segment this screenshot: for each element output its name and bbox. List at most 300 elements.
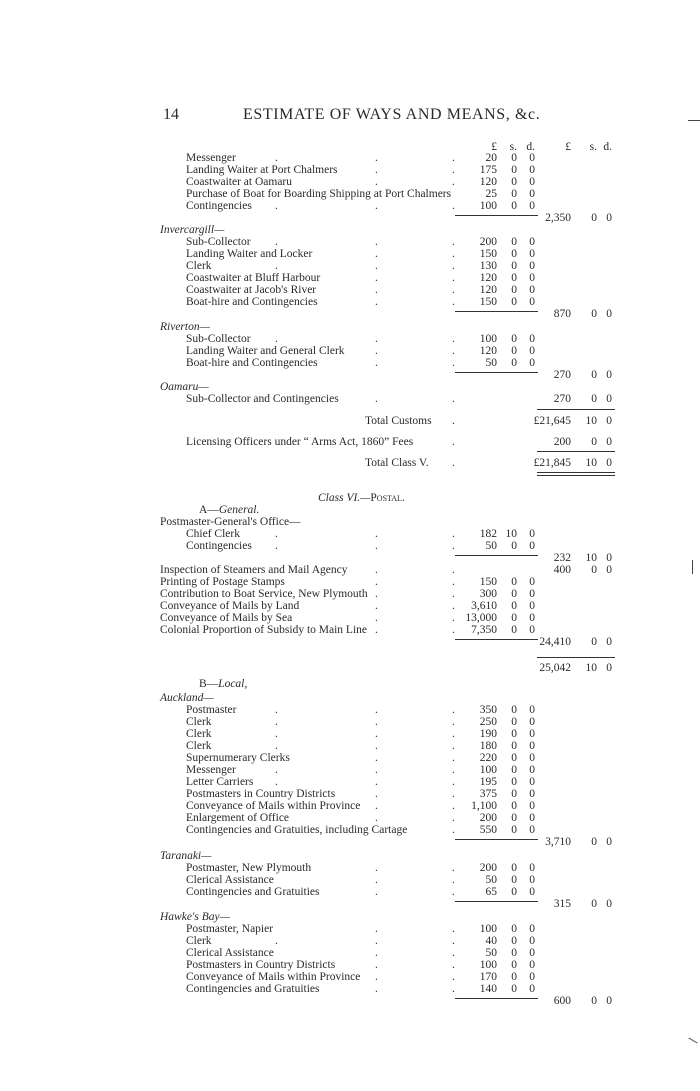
amount-shillings: 10 — [585, 415, 597, 427]
col1-pounds-header: £ — [491, 141, 497, 153]
line-item-label: Contingencies — [186, 200, 252, 212]
leader-dot: . — [375, 576, 378, 588]
line-item-label: Conveyance of Mails by Land — [160, 600, 300, 612]
leader-dot: . — [275, 540, 278, 552]
amount-pounds: 7,350 — [471, 624, 497, 636]
amount-shillings: 0 — [511, 576, 517, 588]
leader-dot: . — [375, 612, 378, 624]
amount-pounds: 2,350 — [545, 212, 571, 224]
leader-dot: . — [375, 728, 378, 740]
amount-pounds: 25,042 — [539, 662, 571, 674]
amount-shillings: 0 — [511, 776, 517, 788]
leader-dot: . — [375, 200, 378, 212]
amount-shillings: 0 — [511, 188, 517, 200]
leader-dot: . — [452, 788, 455, 800]
leader-dot: . — [452, 200, 455, 212]
amount-pounds: 50 — [485, 874, 497, 886]
amount-pounds: 175 — [479, 164, 497, 176]
amount-pence: 0 — [529, 983, 535, 995]
leader-dot: . — [375, 752, 378, 764]
amount-pence: 0 — [529, 788, 535, 800]
amount-pounds: 200 — [479, 236, 497, 248]
leader-dot: . — [275, 716, 278, 728]
amount-shillings: 0 — [511, 600, 517, 612]
amount-pounds: 50 — [485, 947, 497, 959]
amount-pounds: 195 — [479, 776, 497, 788]
leader-dot: . — [452, 393, 455, 405]
amount-pounds: 20 — [485, 152, 497, 164]
leader-dot: . — [375, 776, 378, 788]
leader-dot: . — [375, 959, 378, 971]
line-item-label: Boat-hire and Contingencies — [186, 296, 318, 308]
amount-pounds: 13,000 — [465, 612, 497, 624]
amount-shillings: 0 — [511, 284, 517, 296]
amount-pounds: 1,100 — [471, 800, 497, 812]
line-item-label: Postmaster, New Plymouth — [186, 862, 312, 874]
double-rule — [537, 472, 615, 473]
leader-dot: . — [452, 600, 455, 612]
amount-pence: 0 — [529, 284, 535, 296]
amount-pounds: 170 — [479, 971, 497, 983]
leader-dot: . — [375, 800, 378, 812]
amount-pounds: 130 — [479, 260, 497, 272]
line-item-label: Licensing Officers under “ Arms Act, 1860” Fees — [186, 436, 414, 448]
amount-shillings: 0 — [511, 357, 517, 369]
amount-pence: 0 — [529, 728, 535, 740]
amount-pence: 0 — [529, 716, 535, 728]
amount-pence: 0 — [529, 176, 535, 188]
amount-pence: 0 — [529, 345, 535, 357]
leader-dot: . — [452, 612, 455, 624]
leader-dot: . — [375, 935, 378, 947]
leader-dot: . — [275, 200, 278, 212]
subtotal-rule — [455, 372, 538, 373]
amount-shillings: 0 — [511, 800, 517, 812]
amount-pence: 0 — [529, 971, 535, 983]
amount-shillings: 0 — [511, 333, 517, 345]
line-item-label: Coastwaiter at Oamaru — [186, 176, 293, 188]
leader-dot: . — [375, 164, 378, 176]
leader-dot: . — [452, 540, 455, 552]
line-item-label: Conveyance of Mails within Province — [186, 800, 361, 812]
leader-dot: . — [375, 812, 378, 824]
amount-pounds: 375 — [479, 788, 497, 800]
leader-dot: . — [375, 971, 378, 983]
section-title — [318, 492, 405, 504]
subtotal-rule — [455, 901, 538, 902]
leader-dot: . — [452, 740, 455, 752]
line-item-label: Clerk — [186, 740, 212, 752]
leader-dot: . — [452, 528, 455, 540]
leader-dot: . — [452, 704, 455, 716]
amount-pence: 0 — [529, 862, 535, 874]
amount-shillings: 10 — [585, 457, 597, 469]
leader-dot: . — [375, 983, 378, 995]
amount-pounds: 232 — [553, 552, 571, 564]
amount-shillings: 0 — [511, 728, 517, 740]
amount-shillings: 0 — [511, 935, 517, 947]
page-number: 14 — [163, 106, 179, 123]
amount-shillings: 0 — [591, 898, 597, 910]
amount-pounds: 150 — [479, 248, 497, 260]
amount-shillings: 0 — [511, 862, 517, 874]
subtotal-rule — [455, 839, 538, 840]
amount-pence: 0 — [606, 415, 612, 427]
amount-pence: 0 — [529, 752, 535, 764]
leader-dot: . — [452, 776, 455, 788]
amount-shillings: 0 — [511, 272, 517, 284]
amount-pounds: £21,645 — [533, 415, 571, 427]
amount-pence: 0 — [606, 457, 612, 469]
leader-dot: . — [452, 248, 455, 260]
leader-dot: . — [452, 272, 455, 284]
amount-pence: 0 — [529, 935, 535, 947]
total-label: Total Customs — [365, 415, 432, 427]
amount-shillings: 0 — [511, 764, 517, 776]
district-heading: Oamaru— — [160, 381, 209, 393]
amount-pounds: 50 — [485, 357, 497, 369]
amount-shillings: 0 — [511, 947, 517, 959]
leader-dot: . — [275, 935, 278, 947]
line-item-label: Contingencies and Gratuities, including Cartage — [186, 824, 408, 836]
amount-pence: 0 — [529, 260, 535, 272]
amount-pence: 0 — [606, 552, 612, 564]
amount-shillings: 0 — [511, 588, 517, 600]
leader-dot: . — [275, 764, 278, 776]
amount-shillings: 0 — [511, 740, 517, 752]
line-item-label: Letter Carriers — [186, 776, 254, 788]
amount-pounds: 100 — [479, 923, 497, 935]
amount-shillings: 0 — [511, 923, 517, 935]
amount-pence: 0 — [529, 357, 535, 369]
amount-pence: 0 — [529, 272, 535, 284]
leader-dot: . — [375, 947, 378, 959]
leader-dot: . — [452, 357, 455, 369]
amount-pounds: 250 — [479, 716, 497, 728]
amount-pounds: 140 — [479, 983, 497, 995]
line-item-label: Clerk — [186, 716, 212, 728]
amount-shillings: 0 — [511, 971, 517, 983]
amount-pence: 0 — [529, 764, 535, 776]
amount-pounds: 100 — [479, 764, 497, 776]
amount-pounds: 25 — [485, 188, 497, 200]
amount-pounds: 150 — [479, 576, 497, 588]
amount-pence: 0 — [529, 740, 535, 752]
amount-pounds: 300 — [479, 588, 497, 600]
amount-shillings: 0 — [511, 752, 517, 764]
amount-pence: 0 — [606, 662, 612, 674]
leader-dot: . — [275, 236, 278, 248]
amount-pounds: 3,610 — [471, 600, 497, 612]
leader-dot: . — [375, 272, 378, 284]
amount-pounds: 100 — [479, 200, 497, 212]
line-item-label: Colonial Proportion of Subsidy to Main Line — [160, 624, 367, 636]
col2-pence-header: d. — [603, 141, 612, 153]
amount-pence: 0 — [529, 200, 535, 212]
leader-dot: . — [375, 874, 378, 886]
amount-shillings: 0 — [511, 200, 517, 212]
leader-dot: . — [375, 393, 378, 405]
leader-dot: . — [375, 296, 378, 308]
leader-dot: . — [375, 716, 378, 728]
amount-pence: 0 — [529, 776, 535, 788]
line-item-label: Clerk — [186, 728, 212, 740]
leader-dot: . — [452, 457, 455, 469]
leader-dot: . — [452, 971, 455, 983]
line-item-label: Conveyance of Mails within Province — [186, 971, 361, 983]
amount-pence: 0 — [606, 212, 612, 224]
leader-dot: . — [452, 716, 455, 728]
line-item-label: Postmaster — [186, 704, 237, 716]
line-item-label: Landing Waiter and Locker — [186, 248, 313, 260]
subtotal-rule — [455, 215, 538, 216]
amount-pence: 0 — [529, 800, 535, 812]
leader-dot: . — [452, 728, 455, 740]
amount-shillings: 0 — [511, 788, 517, 800]
line-item-label: Contingencies and Gratuities — [186, 886, 320, 898]
amount-pence: 0 — [529, 188, 535, 200]
margin-mark — [688, 1038, 697, 1044]
amount-pounds: 315 — [553, 898, 571, 910]
amount-pounds: 550 — [479, 824, 497, 836]
leader-dot: . — [375, 740, 378, 752]
leader-dot: . — [275, 152, 278, 164]
line-item-label: Chief Clerk — [186, 528, 240, 540]
section-name: Postal. — [370, 492, 405, 504]
line-item-label: Boat-hire and Contingencies — [186, 357, 318, 369]
leader-dot: . — [375, 886, 378, 898]
amount-pence: 0 — [529, 588, 535, 600]
line-item-label: Messenger — [186, 764, 236, 776]
line-item-label: Sub-Collector and Contingencies — [186, 393, 339, 405]
office-heading: Postmaster-General's Office— — [160, 516, 301, 528]
amount-shillings: 0 — [591, 836, 597, 848]
amount-shillings: 0 — [591, 393, 597, 405]
amount-pounds: 180 — [479, 740, 497, 752]
leader-dot: . — [275, 260, 278, 272]
amount-pounds: 24,410 — [539, 636, 571, 648]
leader-dot: . — [452, 436, 455, 448]
leader-dot: . — [452, 752, 455, 764]
amount-pence: 0 — [606, 308, 612, 320]
line-item-label: Postmasters in Country Districts — [186, 959, 336, 971]
double-rule — [537, 475, 615, 476]
line-item-label: Contingencies — [186, 540, 252, 552]
amount-pence: 0 — [529, 236, 535, 248]
amount-pence: 0 — [529, 947, 535, 959]
amount-pounds: 270 — [553, 393, 571, 405]
leader-dot: . — [452, 923, 455, 935]
leader-dot: . — [452, 824, 455, 836]
line-item-label: Postmasters in Country Districts — [186, 788, 336, 800]
amount-pence: 0 — [529, 296, 535, 308]
line-item-label: Clerk — [186, 935, 212, 947]
leader-dot: . — [452, 152, 455, 164]
amount-pounds: 100 — [479, 959, 497, 971]
leader-dot: . — [375, 624, 378, 636]
amount-shillings: 0 — [511, 345, 517, 357]
subtotal-rule — [455, 311, 538, 312]
leader-dot: . — [375, 588, 378, 600]
amount-shillings: 0 — [591, 636, 597, 648]
amount-pounds: 120 — [479, 176, 497, 188]
amount-pence: 0 — [529, 886, 535, 898]
section-class: Class VI.— — [318, 492, 371, 504]
amount-pence: 0 — [529, 164, 535, 176]
amount-shillings: 0 — [511, 959, 517, 971]
leader-dot: . — [452, 236, 455, 248]
amount-pence: 0 — [606, 436, 612, 448]
leader-dot: . — [452, 983, 455, 995]
amount-pounds: 65 — [485, 886, 497, 898]
leader-dot: . — [452, 862, 455, 874]
amount-shillings: 0 — [511, 260, 517, 272]
leader-dot: . — [375, 788, 378, 800]
amount-pounds: 870 — [553, 308, 571, 320]
amount-pence: 0 — [529, 152, 535, 164]
amount-pounds: 200 — [479, 862, 497, 874]
amount-pence: 0 — [529, 333, 535, 345]
leader-dot: . — [452, 812, 455, 824]
amount-pence: 0 — [606, 564, 612, 576]
amount-pence: 0 — [529, 576, 535, 588]
district-heading: Auckland— — [160, 692, 214, 704]
district-heading: Riverton— — [160, 321, 210, 333]
subtotal-rule — [455, 639, 538, 640]
subtotal-rule — [455, 998, 538, 999]
line-item-label: Printing of Postage Stamps — [160, 576, 285, 588]
margin-mark — [692, 560, 693, 574]
amount-shillings: 10 — [585, 552, 597, 564]
amount-pounds: 182 — [479, 528, 497, 540]
line-item-label: Enlargement of Office — [186, 812, 290, 824]
subsection-letter: B— — [199, 678, 219, 690]
amount-pence: 0 — [529, 624, 535, 636]
line-item-label: Purchase of Boat for Boarding Shipping at Port Chalmers — [186, 188, 452, 200]
leader-dot: . — [375, 236, 378, 248]
amount-pence: 0 — [529, 612, 535, 624]
line-item-label: Contribution to Boat Service, New Plymouth — [160, 588, 368, 600]
amount-shillings: 0 — [511, 716, 517, 728]
col1-pence-header: d. — [526, 141, 535, 153]
amount-shillings: 0 — [511, 624, 517, 636]
total-label: Total Class V. — [365, 457, 429, 469]
leader-dot: . — [375, 600, 378, 612]
district-heading: Taranaki— — [160, 850, 212, 862]
amount-pence: 0 — [529, 959, 535, 971]
amount-shillings: 0 — [511, 704, 517, 716]
amount-pounds: 50 — [485, 540, 497, 552]
amount-pounds: 350 — [479, 704, 497, 716]
amount-pounds: 200 — [479, 812, 497, 824]
amount-pounds: 600 — [553, 995, 571, 1007]
amount-shillings: 0 — [591, 369, 597, 381]
amount-pounds: 3,710 — [545, 836, 571, 848]
amount-pence: 0 — [529, 704, 535, 716]
leader-dot: . — [375, 333, 378, 345]
amount-shillings: 0 — [591, 212, 597, 224]
leader-dot: . — [452, 333, 455, 345]
amount-pounds: 150 — [479, 296, 497, 308]
amount-pence: 0 — [529, 600, 535, 612]
leader-dot: . — [375, 345, 378, 357]
leader-dot: . — [452, 588, 455, 600]
col2-pounds-header: £ — [565, 141, 571, 153]
amount-pounds: 200 — [553, 436, 571, 448]
leader-dot: . — [275, 333, 278, 345]
subsection-name: Local, — [218, 678, 248, 690]
leader-dot: . — [452, 935, 455, 947]
amount-shillings: 0 — [591, 308, 597, 320]
amount-pence: 0 — [529, 528, 535, 540]
leader-dot: . — [375, 248, 378, 260]
leader-dot: . — [375, 528, 378, 540]
total-rule — [537, 451, 615, 452]
leader-dot: . — [375, 152, 378, 164]
amount-pence: 0 — [606, 836, 612, 848]
line-item-label: Landing Waiter at Port Chalmers — [186, 164, 338, 176]
leader-dot: . — [275, 776, 278, 788]
amount-pounds: 220 — [479, 752, 497, 764]
amount-pence: 0 — [529, 824, 535, 836]
leader-dot: . — [275, 728, 278, 740]
total-rule — [537, 657, 615, 658]
amount-shillings: 0 — [511, 540, 517, 552]
amount-shillings: 0 — [511, 824, 517, 836]
amount-shillings: 0 — [591, 436, 597, 448]
leader-dot: . — [452, 874, 455, 886]
amount-shillings: 0 — [511, 248, 517, 260]
amount-pounds: 400 — [553, 564, 571, 576]
leader-dot: . — [452, 764, 455, 776]
line-item-label: Contingencies and Gratuities — [186, 983, 320, 995]
amount-shillings: 0 — [511, 983, 517, 995]
amount-shillings: 0 — [511, 812, 517, 824]
leader-dot: . — [375, 540, 378, 552]
leader-dot: . — [275, 704, 278, 716]
leader-dot: . — [375, 260, 378, 272]
line-item-label: Conveyance of Mails by Sea — [160, 612, 293, 624]
leader-dot: . — [452, 296, 455, 308]
leader-dot: . — [452, 947, 455, 959]
leader-dot: . — [452, 284, 455, 296]
line-item-label: Clerical Assistance — [186, 874, 274, 886]
amount-shillings: 0 — [511, 612, 517, 624]
leader-dot: . — [452, 164, 455, 176]
amount-pence: 0 — [606, 898, 612, 910]
leader-dot: . — [452, 576, 455, 588]
amount-pence: 0 — [606, 369, 612, 381]
leader-dot: . — [452, 260, 455, 272]
leader-dot: . — [452, 564, 455, 576]
amount-shillings: 0 — [511, 874, 517, 886]
district-heading: Invercargill— — [160, 224, 225, 236]
amount-pence: 0 — [606, 636, 612, 648]
amount-pence: 0 — [529, 812, 535, 824]
line-item-label: Coastwaiter at Bluff Harbour — [186, 272, 321, 284]
amount-pounds: 120 — [479, 272, 497, 284]
leader-dot: . — [375, 564, 378, 576]
line-item-label: Postmaster, Napier — [186, 923, 274, 935]
amount-pounds: 190 — [479, 728, 497, 740]
line-item-label: Clerk — [186, 260, 212, 272]
amount-pounds: 120 — [479, 284, 497, 296]
margin-mark — [688, 120, 700, 121]
leader-dot: . — [275, 528, 278, 540]
subtotal-rule — [455, 555, 538, 556]
leader-dot: . — [452, 886, 455, 898]
leader-dot: . — [375, 923, 378, 935]
